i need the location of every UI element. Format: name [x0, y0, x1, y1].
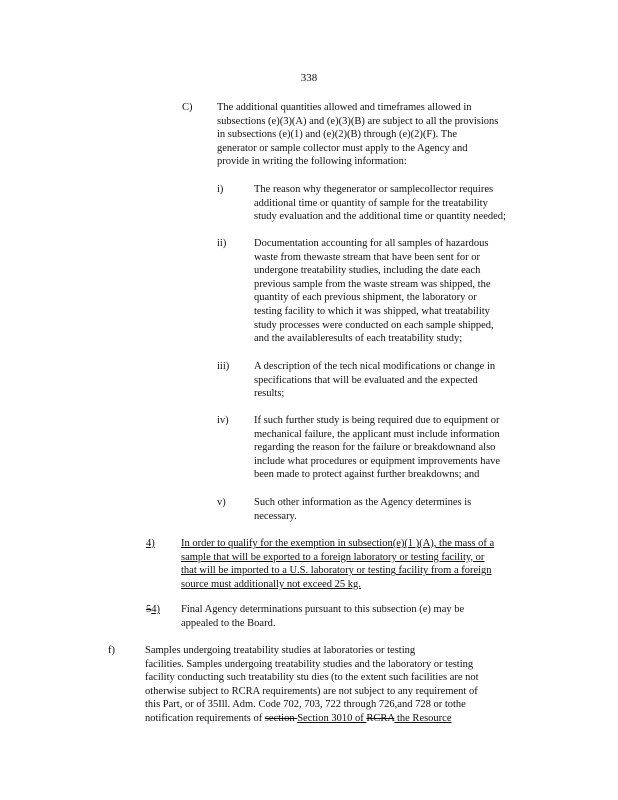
text-line: provide in writing the following information:	[217, 156, 407, 168]
text-line: previous sample from the waste stream was shipped, the	[254, 278, 491, 290]
item-f-text	[145, 644, 527, 726]
text-line: facility conducting such treatability stu dies (to the extent such facilities are not	[145, 672, 479, 684]
text-line: Documentation accounting for all samples of hazardous	[254, 238, 489, 249]
text-line: include what procedures or equipment improvements have	[254, 455, 501, 467]
text-line: undergone treatability studies, including the date each	[254, 265, 481, 277]
item-iv-text	[254, 414, 536, 482]
text-line: this Part, or of 35Ill. Adm. Code 702, 703, 722 through 726,and 728 or tothe	[145, 699, 466, 711]
text-line: results;	[254, 388, 285, 400]
struck-label: 5	[146, 604, 152, 615]
text-run: notification requirements of	[145, 712, 265, 724]
item-ii-label: ii)	[217, 238, 227, 249]
item-f-label: f)	[108, 645, 115, 656]
item-c-label: C)	[182, 102, 193, 113]
text-line: study evaluation and the additional time or quantity needed;	[254, 211, 506, 223]
item-iii-text	[254, 360, 532, 401]
inserted-text: the Resource	[394, 712, 452, 724]
text-line: otherwise subject to RCRA requirements) are not subject to any requirement of	[145, 685, 478, 697]
struck-text: RCRA	[366, 712, 395, 724]
item-4-text	[181, 537, 541, 591]
text-line: quantity of each previous shipment, the laboratory or	[254, 292, 477, 304]
text-line: additional time or quantity of sample for the treatability	[254, 197, 488, 209]
text-line: that will be imported to a U.S. laboratory or testing facility from a foreign	[181, 565, 492, 577]
text-line: generator or sample collector must apply to the Agency and	[217, 142, 468, 154]
item-4-label: 4)	[146, 538, 155, 549]
text-line: waste from thewaste stream that have been sent for or	[254, 251, 480, 263]
text-line: Samples undergoing treatability studies at laboratories or testing	[145, 645, 416, 656]
item-i-text	[254, 183, 536, 224]
item-v-text	[254, 496, 506, 523]
text-line: Such other information as the Agency determines is	[254, 497, 472, 508]
item-ii-text	[254, 237, 532, 346]
text-line: In order to qualify for the exemption in subsection(e)(1 )(A), the mass of a	[181, 538, 495, 549]
text-line: necessary.	[254, 510, 297, 522]
inserted-label: 4)	[151, 604, 160, 615]
text-line: in subsections (e)(1) and (e)(2)(B) through (e)(2)(F). The	[217, 129, 458, 141]
text-line: The reason why thegenerator or samplecollector requires	[254, 184, 494, 195]
text-line: If such further study is being required due to equipment or	[254, 415, 500, 426]
text-line: facilities. Samples undergoing treatability studies and the laboratory or testing	[145, 658, 474, 670]
item-iii-label: iii)	[217, 361, 230, 372]
item-iv-label: iv)	[217, 415, 229, 426]
text-line: mechanical failure, the applicant must include information	[254, 428, 500, 440]
text-line: subsections (e)(3)(A) and (e)(3)(B) are subject to all the provisions	[217, 115, 499, 127]
text-line: appealed to the Board.	[181, 617, 276, 629]
text-line: The additional quantities allowed and timeframes allowed in	[217, 102, 472, 113]
text-line: specifications that will be evaluated and the expected	[254, 374, 478, 386]
struck-text: section	[264, 712, 298, 724]
text-line-last	[145, 712, 527, 726]
page-number: 338	[300, 72, 318, 84]
item-c-text	[217, 101, 534, 169]
text-line: study processes were conducted on each sample shipped,	[254, 319, 494, 331]
text-line: and the availableresults of each treatability study;	[254, 333, 463, 345]
item-5-text	[181, 603, 506, 630]
text-line: been made to protect against further breakdowns; and	[254, 469, 480, 481]
inserted-text: Section 3010 of	[297, 712, 367, 724]
text-line: A description of the tech nical modifications or change in	[254, 361, 496, 372]
text-line: testing facility to which it was shipped, what treatability	[254, 305, 490, 317]
text-line: Final Agency determinations pursuant to this subsection (e) may be	[181, 604, 465, 615]
item-5-label	[146, 603, 176, 617]
text-line: regarding the reason for the failure or breakdownand also	[254, 442, 496, 454]
item-v-label: v)	[217, 497, 226, 508]
text-line: source must additionally not exceed 25 kg.	[181, 578, 361, 590]
text-line: sample that will be exported to a foreign laboratory or testing facility, or	[181, 551, 485, 563]
item-i-label: i)	[217, 184, 224, 195]
